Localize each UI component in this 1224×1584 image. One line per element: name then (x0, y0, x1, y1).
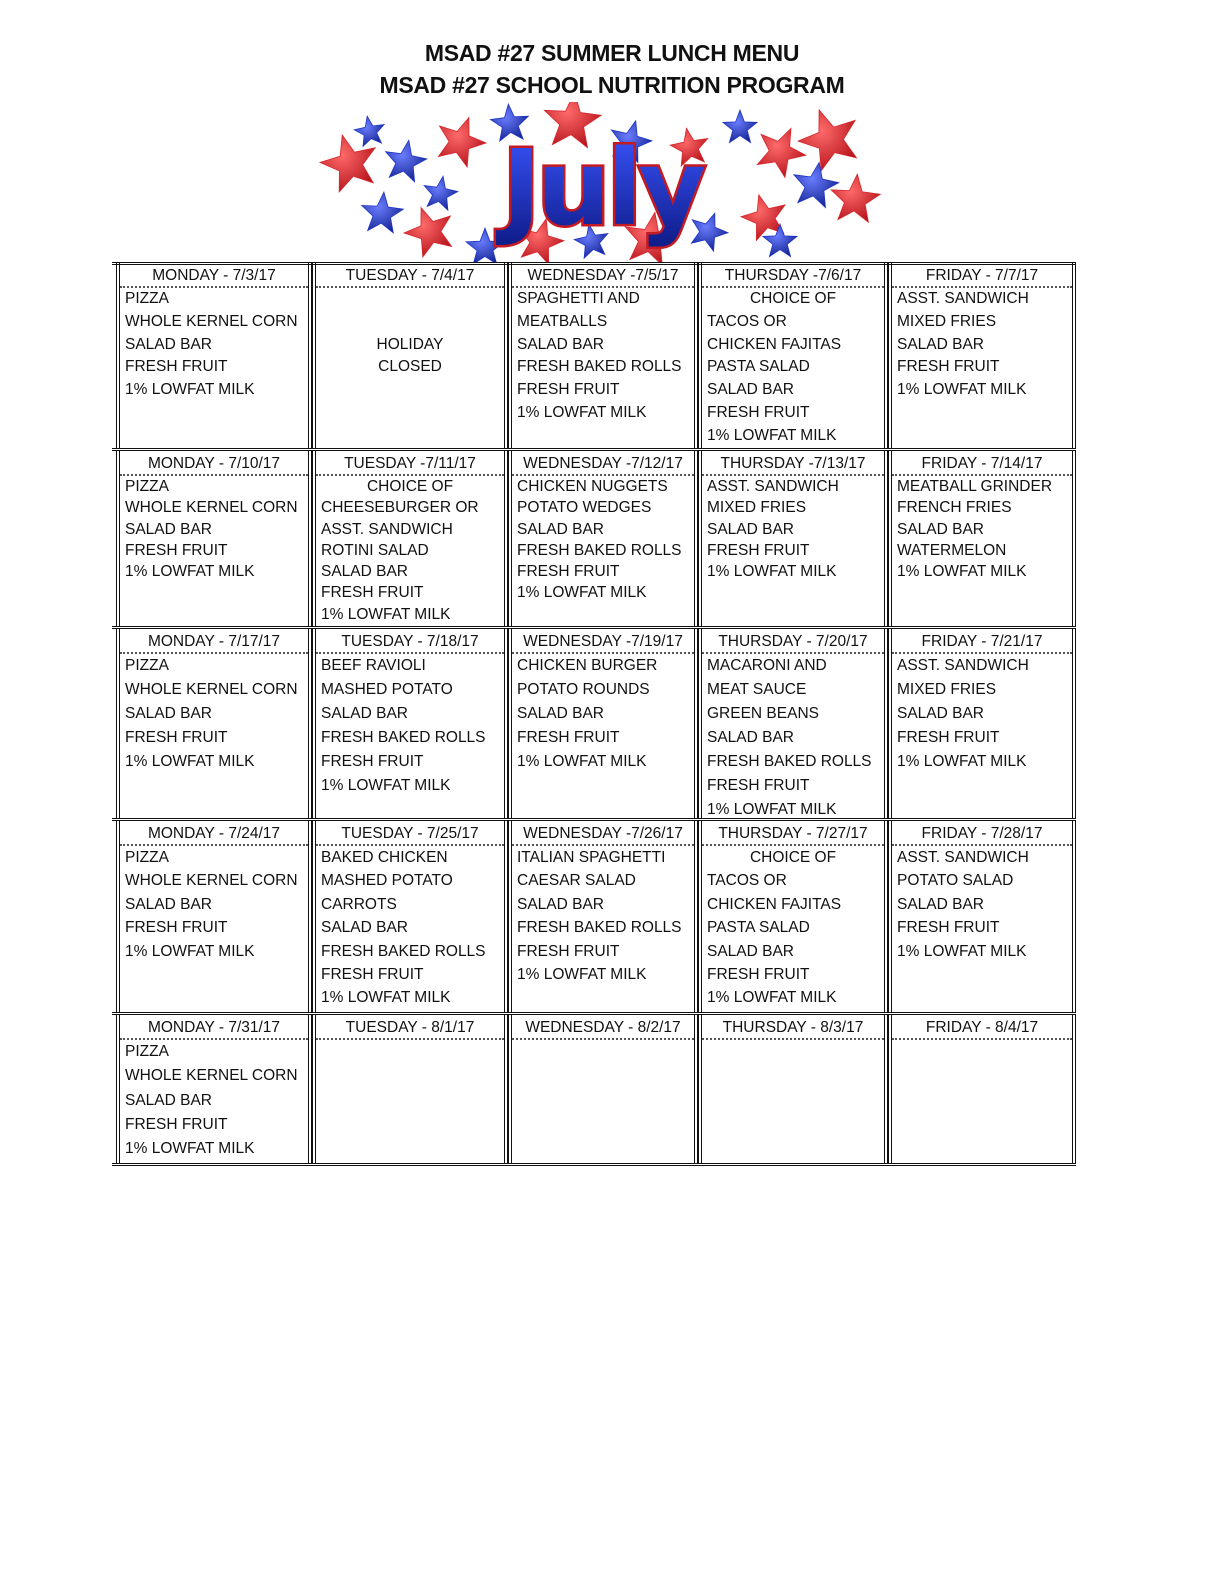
menu-item: FRESH BAKED ROLLS (517, 358, 682, 376)
menu-item: CAESAR SALAD (517, 872, 636, 890)
table-rule (112, 262, 1076, 265)
menu-item: PIZZA (125, 1043, 169, 1060)
menu-item: MACARONI AND (707, 657, 827, 674)
menu-item: FRESH FRUIT (125, 919, 228, 937)
menu-item: POTATO WEDGES (517, 499, 652, 517)
menu-items (702, 476, 884, 582)
menu-item: POTATO SALAD (897, 872, 1014, 890)
day-cell (116, 262, 312, 448)
menu-item: TACOS OR (707, 312, 787, 330)
menu-item: SALAD BAR (517, 520, 605, 538)
day-header: MONDAY - 7/31/17 (120, 1014, 308, 1040)
menu-items (702, 846, 884, 1010)
menu-item: MEATBALL GRINDER (897, 478, 1053, 495)
day-header: THURSDAY -7/6/17 (702, 262, 884, 288)
menu-item: CHOICE OF (749, 290, 837, 307)
day-header: TUESDAY - 7/4/17 (316, 262, 504, 288)
table-rule (112, 1163, 1076, 1166)
menu-item: PASTA SALAD (707, 358, 810, 376)
menu-item: MASHED POTATO (321, 681, 453, 698)
day-header: FRIDAY - 7/7/17 (892, 262, 1072, 288)
day-header: WEDNESDAY -7/26/17 (512, 820, 694, 846)
menu-item: HOLIDAY (376, 335, 444, 353)
menu-items (120, 476, 308, 582)
menu-item: FRESH BAKED ROLLS (517, 919, 682, 937)
menu-item: ASST. SANDWICH (321, 520, 453, 538)
menu-item: PIZZA (125, 478, 169, 495)
star-icon (354, 116, 384, 146)
program-title: MSAD #27 SCHOOL NUTRITION PROGRAM (379, 72, 845, 98)
menu-items (120, 654, 308, 774)
menu-items (316, 476, 504, 625)
star-icon (466, 228, 504, 264)
menu-item: FRESH FRUIT (707, 541, 810, 559)
menu-item: SALAD BAR (125, 335, 213, 353)
day-cell (312, 1014, 508, 1164)
menu-item: 1% LOWFAT MILK (897, 942, 1027, 960)
menu-item: SALAD BAR (707, 942, 795, 960)
menu-items (892, 288, 1072, 402)
day-cell (508, 1014, 698, 1164)
menu-item: FRESH FRUIT (897, 919, 1000, 937)
menu-item: ASST. SANDWICH (897, 849, 1029, 866)
menu-item: TACOS OR (707, 872, 787, 890)
menu-item: FRESH FRUIT (897, 729, 1000, 746)
menu-item: MEAT SAUCE (707, 681, 807, 698)
menu-items (892, 476, 1072, 582)
menu-item: MASHED POTATO (321, 872, 453, 890)
star-icon (798, 110, 857, 171)
day-header: FRIDAY - 8/4/17 (892, 1014, 1072, 1040)
menu-item: GREEN BEANS (707, 705, 819, 722)
star-icon (757, 128, 806, 177)
day-header: WEDNESDAY -7/5/17 (512, 262, 694, 288)
menu-item: WHOLE KERNEL CORN (125, 1067, 298, 1085)
menu-item: FRESH FRUIT (517, 381, 620, 399)
day-header: FRIDAY - 7/28/17 (892, 820, 1072, 846)
menu-item: 1% LOWFAT MILK (517, 403, 647, 421)
menu-item: ASST. SANDWICH (707, 478, 839, 495)
menu-items (512, 476, 694, 604)
day-header: WEDNESDAY -7/12/17 (512, 450, 694, 476)
menu-items (512, 846, 694, 986)
menu-item: 1% LOWFAT MILK (707, 989, 837, 1007)
menu-item: 1% LOWFAT MILK (707, 426, 837, 444)
star-icon (386, 140, 427, 182)
day-header: THURSDAY -7/13/17 (702, 450, 884, 476)
menu-item: BEEF RAVIOLI (321, 657, 426, 674)
menu-item: CHEESEBURGER OR (321, 499, 479, 517)
menu-item: SALAD BAR (321, 919, 409, 937)
menu-item: WHOLE KERNEL CORN (125, 872, 298, 890)
star-icon (763, 224, 797, 257)
menu-item: FRESH FRUIT (517, 729, 620, 746)
day-cell (698, 262, 888, 448)
menu-item: SALAD BAR (897, 520, 985, 538)
star-icon (831, 174, 880, 222)
menu-item: CHOICE OF (749, 849, 837, 866)
menu-item: SALAD BAR (897, 335, 985, 353)
menu-items (512, 288, 694, 425)
menu-item: SALAD BAR (517, 335, 605, 353)
day-header: WEDNESDAY -7/19/17 (512, 628, 694, 654)
menu-item: SALAD BAR (125, 1091, 213, 1109)
menu-item: FRESH BAKED ROLLS (321, 942, 486, 960)
menu-items (120, 1040, 308, 1161)
day-cell (116, 628, 312, 818)
day-cell (116, 1014, 312, 1164)
menu-item: SALAD BAR (707, 729, 795, 746)
menu-item: FRESH FRUIT (897, 358, 1000, 376)
menu-item: FRESH FRUIT (517, 563, 620, 581)
menu-item: BAKED CHICKEN (321, 849, 448, 866)
menu-item: 1% LOWFAT MILK (707, 563, 837, 581)
menu-item: 1% LOWFAT MILK (125, 381, 255, 399)
menu-item: SALAD BAR (125, 895, 213, 913)
day-cell (312, 450, 508, 626)
menu-item: FRESH FRUIT (321, 584, 424, 602)
menu-item: PIZZA (125, 657, 169, 674)
menu-item: ASST. SANDWICH (897, 657, 1029, 674)
star-icon (424, 176, 458, 210)
menu-items (702, 288, 884, 448)
day-cell (888, 450, 1076, 626)
day-cell (508, 628, 698, 818)
day-cell (312, 628, 508, 818)
day-header: WEDNESDAY - 8/2/17 (512, 1014, 694, 1040)
menu-items (512, 654, 694, 774)
menu-item: FRESH FRUIT (517, 942, 620, 960)
menu-item: SALAD BAR (517, 895, 605, 913)
table-rule (112, 818, 1076, 821)
menu-item: 1% LOWFAT MILK (517, 753, 647, 770)
july-banner (310, 102, 890, 264)
day-header: MONDAY - 7/10/17 (120, 450, 308, 476)
menu-item: CARROTS (321, 895, 397, 913)
menu-item (321, 311, 504, 334)
menu-item: 1% LOWFAT MILK (517, 584, 647, 602)
menu-item: SALAD BAR (517, 705, 605, 722)
menu-item: CLOSED (378, 358, 442, 376)
menu-item: FRESH FRUIT (707, 965, 810, 983)
day-header: THURSDAY - 7/20/17 (702, 628, 884, 654)
menu-item: FRESH FRUIT (125, 541, 228, 559)
day-header: MONDAY - 7/3/17 (120, 262, 308, 288)
table-rule (112, 626, 1076, 629)
menu-item: WATERMELON (897, 541, 1007, 559)
banner-word: July (501, 127, 703, 249)
day-cell (888, 820, 1076, 1012)
menu-item: 1% LOWFAT MILK (321, 777, 451, 794)
day-cell (508, 820, 698, 1012)
day-header: TUESDAY -7/11/17 (316, 450, 504, 476)
menu-items (702, 654, 884, 822)
day-header: TUESDAY - 7/18/17 (316, 628, 504, 654)
menu-item: POTATO ROUNDS (517, 681, 650, 698)
menu-item: SALAD BAR (897, 895, 985, 913)
menu-item: 1% LOWFAT MILK (707, 801, 837, 818)
menu-item: FRESH FRUIT (321, 965, 424, 983)
menu-item: FRESH BAKED ROLLS (321, 729, 486, 746)
star-icon (362, 192, 404, 233)
menu-item: CHICKEN BURGER (517, 657, 658, 674)
menu-items (892, 846, 1072, 963)
menu-item: FRENCH FRIES (897, 499, 1012, 517)
day-header: FRIDAY - 7/14/17 (892, 450, 1072, 476)
menu-title: MSAD #27 SUMMER LUNCH MENU (424, 40, 800, 66)
menu-item: WHOLE KERNEL CORN (125, 681, 298, 698)
menu-item: 1% LOWFAT MILK (125, 563, 255, 581)
menu-item: 1% LOWFAT MILK (897, 563, 1027, 581)
menu-item: FRESH FRUIT (125, 358, 228, 376)
menu-item: FRESH FRUIT (707, 403, 810, 421)
menu-item: SALAD BAR (707, 520, 795, 538)
menu-item: PASTA SALAD (707, 919, 810, 937)
menu-item: ITALIAN SPAGHETTI (517, 849, 666, 866)
menu-items (316, 846, 504, 1010)
menu-item: FRESH FRUIT (707, 777, 810, 794)
day-cell (116, 450, 312, 626)
day-cell (698, 450, 888, 626)
menu-item: CHOICE OF (366, 478, 454, 495)
table-rule (112, 1012, 1076, 1015)
star-icon (794, 162, 839, 207)
menu-items (120, 288, 308, 402)
day-cell (888, 262, 1076, 448)
day-cell (312, 820, 508, 1012)
menu-item: WHOLE KERNEL CORN (125, 499, 298, 517)
menu-item: SALAD BAR (125, 520, 213, 538)
menu-item: 1% LOWFAT MILK (125, 942, 255, 960)
day-cell (312, 262, 508, 448)
menu-item: FRESH BAKED ROLLS (707, 753, 872, 770)
day-header: THURSDAY - 8/3/17 (702, 1014, 884, 1040)
menu-item: 1% LOWFAT MILK (321, 605, 451, 623)
menu-items (316, 288, 504, 379)
day-cell (508, 262, 698, 448)
menu-item: CHICKEN NUGGETS (517, 478, 668, 495)
menu-item: 1% LOWFAT MILK (125, 753, 255, 770)
menu-item: 1% LOWFAT MILK (517, 965, 647, 983)
day-header: TUESDAY - 7/25/17 (316, 820, 504, 846)
day-cell (508, 450, 698, 626)
menu-item: MIXED FRIES (897, 681, 997, 698)
star-icon (404, 208, 452, 257)
menu-item: FRESH FRUIT (125, 729, 228, 746)
menu-item: SALAD BAR (125, 705, 213, 722)
menu-item: FRESH FRUIT (125, 1115, 228, 1133)
day-cell (698, 628, 888, 818)
menu-item: CHICKEN FAJITAS (707, 895, 842, 913)
menu-items (892, 654, 1072, 774)
star-icon (320, 135, 375, 192)
menu-item: 1% LOWFAT MILK (897, 381, 1027, 399)
menu-item: MEATBALLS (517, 312, 608, 330)
menu-item: SALAD BAR (707, 381, 795, 399)
menu-item (321, 288, 504, 311)
menu-item: 1% LOWFAT MILK (125, 1140, 255, 1158)
menu-item: WHOLE KERNEL CORN (125, 312, 298, 330)
day-cell (888, 1014, 1076, 1164)
day-cell (888, 628, 1076, 818)
menu-item: 1% LOWFAT MILK (897, 753, 1027, 770)
menu-item: PIZZA (125, 849, 169, 866)
menu-items (120, 846, 308, 963)
day-header: TUESDAY - 8/1/17 (316, 1014, 504, 1040)
menu-item: 1% LOWFAT MILK (321, 989, 451, 1007)
day-header: FRIDAY - 7/21/17 (892, 628, 1072, 654)
day-header: MONDAY - 7/24/17 (120, 820, 308, 846)
day-cell (116, 820, 312, 1012)
menu-item: ASST. SANDWICH (897, 290, 1029, 307)
menu-item: PIZZA (125, 290, 169, 307)
menu-item: SALAD BAR (321, 705, 409, 722)
star-icon (438, 118, 486, 167)
menu-item: SPAGHETTI AND (517, 290, 640, 307)
day-header: THURSDAY - 7/27/17 (702, 820, 884, 846)
table-rule (112, 448, 1076, 451)
menu-item: FRESH BAKED ROLLS (517, 541, 682, 559)
menu-item: ROTINI SALAD (321, 541, 429, 559)
day-header: MONDAY - 7/17/17 (120, 628, 308, 654)
menu-item: SALAD BAR (897, 705, 985, 722)
menu-item: MIXED FRIES (897, 312, 997, 330)
menu-items (316, 654, 504, 798)
star-icon (723, 110, 757, 143)
day-cell (698, 1014, 888, 1164)
menu-item: FRESH FRUIT (321, 753, 424, 770)
day-cell (698, 820, 888, 1012)
menu-item: MIXED FRIES (707, 499, 807, 517)
menu-item: CHICKEN FAJITAS (707, 335, 842, 353)
menu-item: SALAD BAR (321, 563, 409, 581)
